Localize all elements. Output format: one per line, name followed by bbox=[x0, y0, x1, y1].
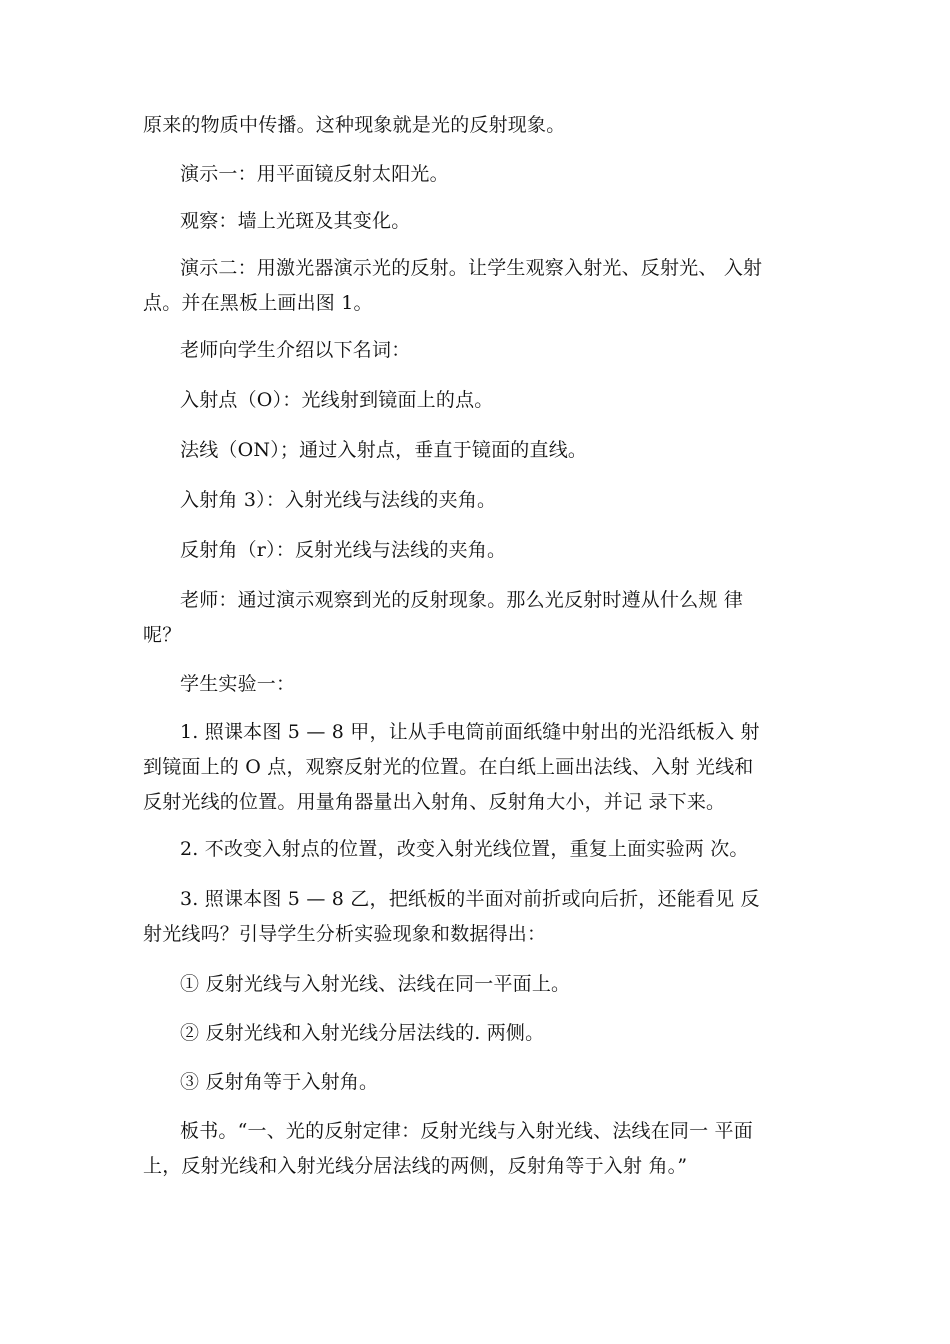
paragraph-blackboard bbox=[143, 1114, 833, 1184]
text-line: ② 反射光线和入射光线分居法线的. 两侧。 bbox=[180, 1022, 545, 1044]
text-line: 反射光线的位置。用量角器量出入射角、反射角大小，并记 录下来。 bbox=[143, 791, 726, 813]
text-line: 3. 照课本图 5 — 8 乙，把纸板的半面对前折或向后折，还能看见 反 bbox=[180, 888, 760, 910]
paragraph-conclusion-two bbox=[143, 1016, 833, 1051]
paragraph-demo-two bbox=[143, 251, 833, 321]
text-line: 入射角 3）：入射光线与法线的夹角。 bbox=[180, 489, 497, 511]
text-line: 到镜面上的 O 点，观察反射光的位置。在白纸上画出法线、入射 光线和 bbox=[143, 756, 754, 778]
paragraph-observe bbox=[143, 204, 833, 239]
paragraph-incident-point bbox=[143, 383, 833, 418]
paragraph-step-three bbox=[143, 882, 833, 952]
text-line: 老师向学生介绍以下名词： bbox=[180, 339, 411, 361]
paragraph-teacher-question bbox=[143, 583, 833, 653]
text-line: 入射点（O）：光线射到镜面上的点。 bbox=[180, 389, 494, 411]
text-line: 1. 照课本图 5 — 8 甲，让从手电筒前面纸缝中射出的光沿纸板入 射 bbox=[180, 721, 760, 743]
text-line: 演示一：用平面镜反射太阳光。 bbox=[180, 163, 449, 185]
paragraph-conclusion-three bbox=[143, 1065, 833, 1100]
text-line: 观察：墙上光斑及其变化。 bbox=[180, 210, 411, 232]
paragraph-demo-one bbox=[143, 157, 833, 192]
text-line: 射光线吗？引导学生分析实验现象和数据得出： bbox=[143, 923, 547, 945]
paragraph-experiment-title bbox=[143, 667, 833, 702]
paragraph-normal-line bbox=[143, 433, 833, 468]
text-line: 2. 不改变入射点的位置，改变入射光线位置，重复上面实验两 次。 bbox=[180, 838, 749, 860]
text-line: 法线（ON）；通过入射点，垂直于镜面的直线。 bbox=[180, 439, 588, 461]
text-line: ③ 反射角等于入射角。 bbox=[180, 1071, 379, 1093]
text-line: 演示二：用激光器演示光的反射。让学生观察入射光、反射光、 入射 bbox=[180, 257, 763, 279]
paragraph-conclusion-one bbox=[143, 967, 833, 1002]
text-line: 反射角（r）：反射光线与法线的夹角。 bbox=[180, 539, 507, 561]
text-line: 上，反射光线和入射光线分居法线的两侧，反射角等于入射 角。” bbox=[143, 1155, 688, 1177]
paragraph-reflection-intro bbox=[143, 108, 833, 143]
text-line: 呢？ bbox=[143, 624, 182, 646]
text-line: 板书。“一、光的反射定律：反射光线与入射光线、法线在同一 平面 bbox=[180, 1120, 753, 1142]
paragraph-step-one bbox=[143, 715, 833, 820]
text-line: ① 反射光线与入射光线、法线在同一平面上。 bbox=[180, 973, 571, 995]
paragraph-terms-intro bbox=[143, 333, 833, 368]
text-line: 老师：通过演示观察到光的反射现象。那么光反射时遵从什么规 律 bbox=[180, 589, 744, 611]
paragraph-step-two bbox=[143, 832, 833, 867]
paragraph-incident-angle bbox=[143, 483, 833, 518]
text-line: 原来的物质中传播。这种现象就是光的反射现象。 bbox=[143, 114, 566, 136]
text-line: 学生实验一： bbox=[180, 673, 296, 695]
paragraph-reflection-angle bbox=[143, 533, 833, 568]
text-line: 点。并在黑板上画出图 1。 bbox=[143, 292, 373, 314]
